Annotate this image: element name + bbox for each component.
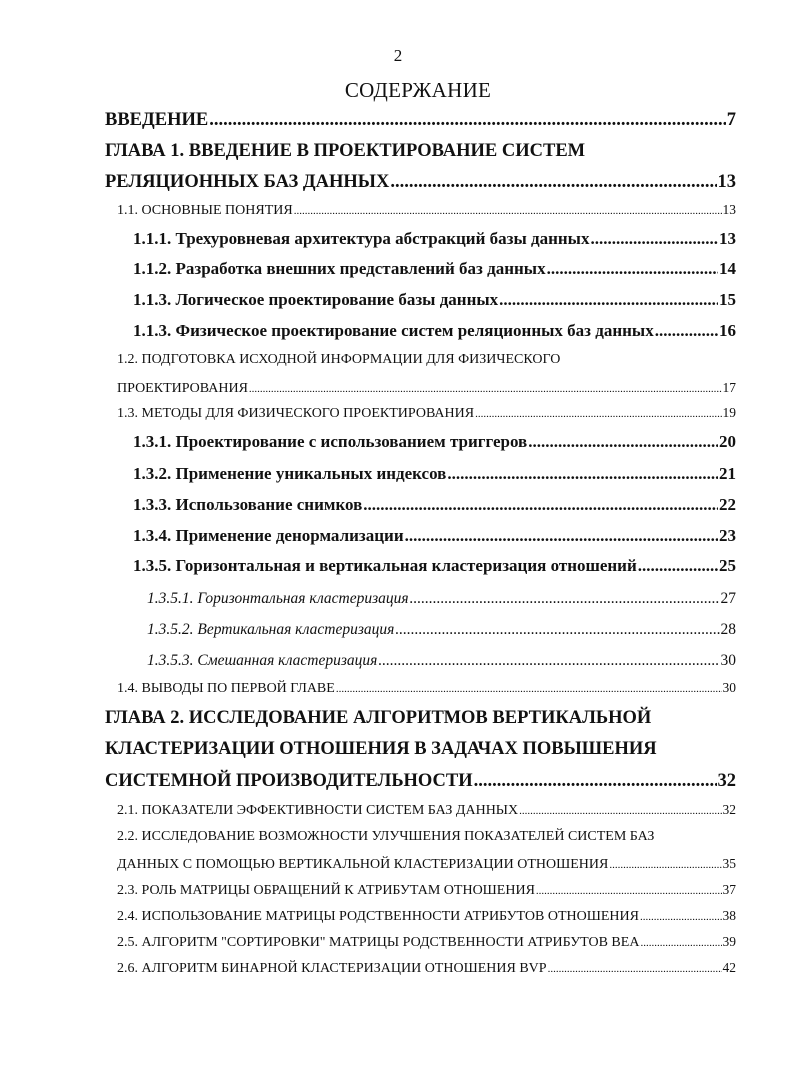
toc-entry-page: 13 (722, 202, 736, 217)
toc-entry[interactable] (117, 401, 736, 425)
toc-entry-title: 2.6. АЛГОРИТМ БИНАРНОЙ КЛАСТЕРИЗАЦИИ ОТНОШЕНИЯ BVP (117, 961, 547, 976)
toc-entry[interactable] (147, 618, 736, 642)
toc-entry[interactable] (117, 198, 736, 222)
dot-leader (548, 957, 722, 981)
toc-entry-title: ВВЕДЕНИЕ (105, 110, 209, 130)
toc-entry[interactable] (105, 170, 736, 194)
toc-entry[interactable] (105, 769, 736, 793)
toc-entry[interactable] (117, 676, 736, 700)
toc-entry[interactable] (117, 878, 736, 902)
toc-entry[interactable] (133, 257, 736, 281)
dot-leader (609, 853, 721, 877)
toc-entry-page: 37 (722, 882, 736, 897)
toc-entry-title: ГЛАВА 1. ВВЕДЕНИЕ В ПРОЕКТИРОВАНИЕ СИСТЕМ (105, 141, 586, 161)
toc-entry-page: 42 (722, 960, 736, 975)
dot-leader (209, 108, 726, 132)
toc-entry-title: 1.4. ВЫВОДЫ ПО ПЕРВОЙ ГЛАВЕ (117, 681, 335, 696)
dot-leader (528, 430, 718, 454)
toc-entry[interactable] (133, 430, 736, 454)
dot-leader (447, 462, 718, 486)
toc-entry[interactable] (117, 930, 736, 954)
toc-entry-title: 1.3.4. Применение денормализации (133, 526, 404, 545)
toc-entry-page: 27 (720, 590, 736, 607)
toc-entry[interactable] (133, 462, 736, 486)
toc-entry-title: 2.5. АЛГОРИТМ "СОРТИРОВКИ" МАТРИЦЫ РОДСТВЕННОСТИ АТРИБУТОВ BEA (117, 935, 640, 950)
toc-entry[interactable] (105, 139, 585, 163)
dot-leader (519, 799, 721, 823)
toc-entry[interactable] (117, 825, 654, 849)
toc-entry-title: 1.2. ПОДГОТОВКА ИСХОДНОЙ ИНФОРМАЦИИ ДЛЯ ФИЗИЧЕСКОГО (117, 352, 561, 367)
dot-leader (294, 199, 722, 223)
toc-entry-page: 30 (720, 652, 736, 669)
toc-entry-page: 13 (719, 229, 736, 248)
toc-entry-title: ДАННЫХ С ПОМОЩЬЮ ВЕРТИКАЛЬНОЙ КЛАСТЕРИЗАЦИИ ОТНОШЕНИЯ (117, 857, 609, 872)
toc-entry-title: 1.1.1. Трехуровневая архитектура абстракций базы данных (133, 229, 590, 248)
toc-entry-title: 2.4. ИСПОЛЬЗОВАНИЕ МАТРИЦЫ РОДСТВЕННОСТИ АТРИБУТОВ ОТНОШЕНИЯ (117, 909, 639, 924)
toc-entry-title: 1.1.3. Логическое проектирование базы данных (133, 290, 499, 309)
toc-entry-page: 15 (719, 290, 736, 309)
toc-entry-page: 14 (719, 259, 736, 278)
toc-entry-page: 28 (720, 621, 736, 638)
toc-entry-title: КЛАСТЕРИЗАЦИИ ОТНОШЕНИЯ В ЗАДАЧАХ ПОВЫШЕНИЯ (105, 739, 657, 759)
dot-leader (363, 493, 718, 517)
toc-entry-page: 19 (722, 405, 736, 420)
toc-entry-title: 1.3.3. Использование снимков (133, 495, 363, 514)
toc-entry-title: 1.1.3. Физическое проектирование систем реляционных баз данных (133, 321, 654, 340)
toc-entry-page: 35 (722, 856, 736, 871)
toc-entry[interactable] (117, 376, 736, 400)
toc-entry[interactable] (117, 956, 736, 980)
toc-entry-title: 1.3.5.1. Горизонтальная кластеризация (147, 590, 409, 607)
toc-entry-title: РЕЛЯЦИОННЫХ БАЗ ДАННЫХ (105, 172, 390, 192)
toc-entry-title: 1.3.2. Применение уникальных индексов (133, 464, 447, 483)
toc-entry[interactable] (105, 108, 736, 132)
toc-entry-page: 20 (719, 432, 736, 451)
toc-entry[interactable] (117, 798, 736, 822)
toc-entry[interactable] (133, 554, 736, 578)
toc-entry[interactable] (133, 524, 736, 548)
dot-leader (655, 319, 718, 343)
toc-entry-page: 23 (719, 526, 736, 545)
toc-entry[interactable] (105, 706, 651, 730)
toc-entry-title: 2.3. РОЛЬ МАТРИЦЫ ОБРАЩЕНИЙ К АТРИБУТАМ ОТНОШЕНИЯ (117, 883, 535, 898)
toc-entry-title: 2.1. ПОКАЗАТЕЛИ ЭФФЕКТИВНОСТИ СИСТЕМ БАЗ ДАННЫХ (117, 803, 519, 818)
toc-entry[interactable] (133, 319, 736, 343)
toc-entry-page: 30 (722, 680, 736, 695)
toc-entry[interactable] (117, 852, 736, 876)
toc-entry-title: 1.1. ОСНОВНЫЕ ПОНЯТИЯ (117, 203, 293, 218)
toc-entry[interactable] (105, 737, 657, 761)
dot-leader (378, 649, 719, 673)
toc-entry-page: 13 (717, 172, 736, 192)
dot-leader (475, 402, 721, 426)
dot-leader (590, 227, 718, 251)
toc-entry-page: 21 (719, 464, 736, 483)
toc-entry-page: 32 (722, 802, 736, 817)
toc-entry-title: 1.3. МЕТОДЫ ДЛЯ ФИЗИЧЕСКОГО ПРОЕКТИРОВАНИЯ (117, 406, 475, 421)
dot-leader (390, 170, 716, 194)
toc-entry[interactable] (133, 227, 736, 251)
dot-leader (547, 257, 718, 281)
toc-entry-page: 38 (722, 908, 736, 923)
dot-leader (336, 677, 722, 701)
dot-leader (249, 377, 722, 401)
toc-entry-title: СИСТЕМНОЙ ПРОИЗВОДИТЕЛЬНОСТИ (105, 771, 473, 791)
toc-entry[interactable] (133, 493, 736, 517)
page-number: 2 (393, 46, 403, 65)
toc-entry-title: 1.3.5.2. Вертикальная кластеризация (147, 621, 395, 638)
toc-entry-title: ПРОЕКТИРОВАНИЯ (117, 381, 248, 396)
toc-entry-page: 7 (726, 110, 736, 130)
toc-entry-page: 17 (722, 380, 736, 395)
dot-leader (474, 769, 717, 793)
toc-entry[interactable] (133, 288, 736, 312)
dot-leader (405, 524, 718, 548)
toc-title: СОДЕРЖАНИЕ (344, 78, 492, 102)
dot-leader (640, 931, 721, 955)
toc-entry-page: 39 (722, 934, 736, 949)
toc-entry-title: 1.3.5.3. Смешанная кластеризация (147, 652, 378, 669)
toc-entry[interactable] (147, 649, 736, 673)
toc-entry[interactable] (117, 348, 560, 372)
toc-entry-title: 1.3.5. Горизонтальная и вертикальная кластеризация отношений (133, 556, 637, 575)
dot-leader (640, 905, 722, 929)
toc-entry-title: ГЛАВА 2. ИССЛЕДОВАНИЕ АЛГОРИТМОВ ВЕРТИКАЛЬНОЙ (105, 708, 652, 728)
toc-entry[interactable] (117, 904, 736, 928)
toc-entry-page: 32 (717, 771, 736, 791)
dot-leader (395, 618, 719, 642)
dot-leader (536, 879, 722, 903)
toc-entry-title: 1.1.2. Разработка внешних представлений баз данных (133, 259, 546, 278)
dot-leader (410, 587, 720, 611)
toc-entry-page: 16 (719, 321, 736, 340)
toc-entry-title: 1.3.1. Проектирование с использованием триггеров (133, 432, 528, 451)
dot-leader (499, 288, 718, 312)
toc-entry-page: 22 (719, 495, 736, 514)
toc-entry-title: 2.2. ИССЛЕДОВАНИЕ ВОЗМОЖНОСТИ УЛУЧШЕНИЯ ПОКАЗАТЕЛЕЙ СИСТЕМ БАЗ (117, 829, 655, 844)
dot-leader (638, 554, 718, 578)
toc-entry-page: 25 (719, 556, 736, 575)
toc-entry[interactable] (147, 587, 736, 611)
